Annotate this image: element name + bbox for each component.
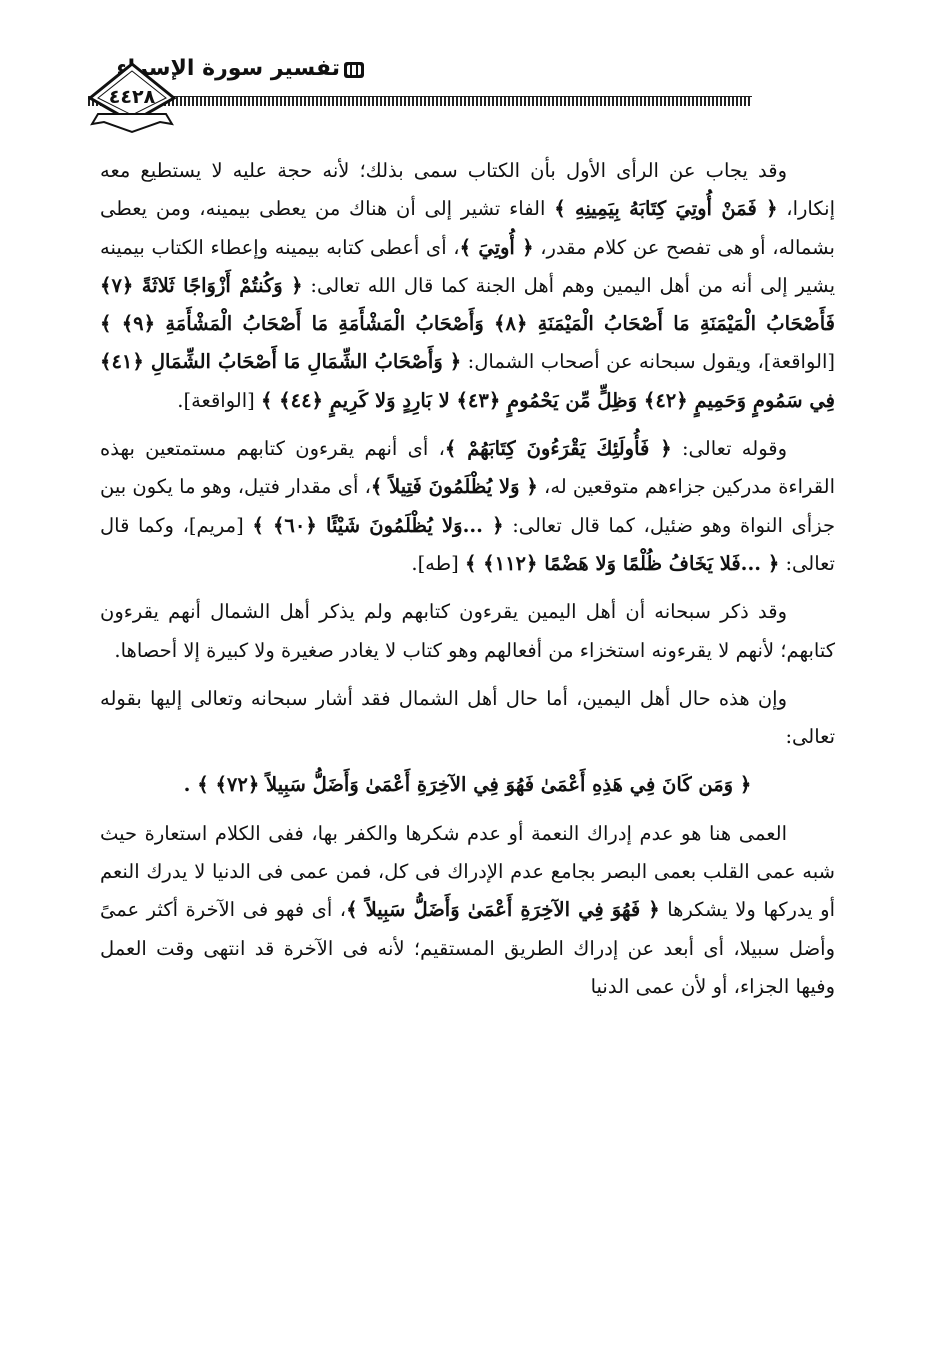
paragraph bbox=[100, 815, 835, 1006]
quran-quote: ﴿ وَمَن كَانَ فِي هَذِهِ أَعْمَىٰ فَهُوَ فِي الآخِرَةِ أَعْمَىٰ وَأَضَلُّ سَبِيلاً ﴿٧٢﴾ ﴾ . bbox=[183, 773, 752, 797]
quran-verse bbox=[100, 766, 835, 804]
text-segment: وقد يجاب عن الرأى الأول بأن الكتاب سمى بذلك؛ لأنه حجة عليه لا يستطيع معه إنكارا، bbox=[100, 159, 835, 221]
paragraph bbox=[100, 593, 835, 670]
text-segment: ، أى أنهم يقرءون كتابهم مستمتعين بهذه القراءة مدركين جزاءهم متوقعين له، bbox=[100, 437, 835, 499]
text-segment: ، أى فهو فى الآخرة أكثر عمىً وأضل سبيلا، أى أبعد عن إدراك الطريق المستقيم؛ لأنه فى الآخرة قد انتهى وقت العمل وفيها الجزاء، أو لأن عمى الدنيا bbox=[100, 898, 835, 998]
text-segment: [الواقعة]. bbox=[177, 388, 261, 412]
quran-quote: ﴿ ...فَلا يَخَافُ ظُلْمًا وَلا هَضْمًا ﴿١١٢﴾ ﴾ bbox=[464, 551, 780, 575]
quran-quote: ﴿ وَكُنتُمْ أَزْوَاجًا ثَلاثَةً ﴿٧﴾ فَأَصْحَابُ الْمَيْمَنَةِ مَا أَصْحَابُ الْمَيْمَنَةِ ﴿٨﴾ وَأَصْحَابُ الْمَشْأَمَةِ مَا أَصْحَابُ الْمَشْأَمَةِ ﴿٩﴾ ﴾ bbox=[100, 273, 835, 336]
text-segment: العمى هنا هو عدم إدراك النعمة أو عدم شكرها والكفر بها، ففى الكلام استعارة حيث شبه عمى القلب بعمى البصر بجامع عدم الإدراك فى كل، فمن عمى فى الدنيا لا يدرك النعم أو يدركها ولا يشكرها bbox=[100, 821, 835, 922]
ornament-icon bbox=[342, 58, 366, 82]
text-segment: وقد ذكر سبحانه أن أهل اليمين يقرءون كتابهم ولم يذكر أهل الشمال أنهم يقرءون كتابهم؛ لأنهم لا يقرءونه استخزاء من أفعالهم وهو كتاب لا يغادر صغيرة ولا كبيرة إلا أحصاها. bbox=[100, 600, 835, 662]
paragraph bbox=[100, 680, 835, 757]
text-segment: الفاء تشير إلى أن هناك من يعطى بيمينه، ومن يعطى بشماله، أو هى تفصح عن كلام مقدر، bbox=[100, 197, 835, 259]
header-rule bbox=[88, 96, 752, 106]
page-header bbox=[0, 0, 930, 140]
quran-quote: ﴿ وَلا يُظْلَمُونَ فَتِيلاً ﴾ bbox=[370, 475, 538, 499]
text-segment: [مريم]، وكما قال تعالى: bbox=[100, 513, 835, 575]
paragraph bbox=[100, 430, 835, 583]
page-body bbox=[100, 152, 835, 1016]
paragraph bbox=[100, 152, 835, 420]
text-segment: وقوله تعالى: bbox=[671, 437, 788, 461]
text-segment: [طه]. bbox=[411, 551, 465, 575]
quran-quote: ﴿ فَهُوَ فِي الآخِرَةِ أَعْمَىٰ وَأَضَلُّ سَبِيلاً ﴾ bbox=[346, 898, 660, 922]
running-title: تفسير سورة الإسراء bbox=[116, 56, 340, 81]
text-segment: [الواقعة]، ويقول سبحانه عن أصحاب الشمال: bbox=[461, 350, 835, 374]
quran-quote: ﴿ ...وَلا يُظْلَمُونَ شَيْئًا ﴿٦٠﴾ ﴾ bbox=[252, 513, 504, 537]
quran-quote: ﴿ فَمَنْ أُوتِيَ كِتَابَهُ بِيَمِينِهِ ﴾ bbox=[554, 197, 778, 221]
text-segment: وإن هذه حال أهل اليمين، أما حال أهل الشمال فقد أشار سبحانه وتعالى إليها بقوله تعالى: bbox=[100, 686, 835, 749]
page-number: ٤٤٢٨ bbox=[108, 86, 156, 108]
quran-quote: ﴿ فَأُولَئِكَ يَقْرَءُونَ كِتَابَهُمْ ﴾ bbox=[444, 437, 672, 461]
text-segment: ، أى أعطى كتابه بيمينه وإعطاء الكتاب بيمينه يشير إلى أنه من أهل اليمين وهم أهل الجنة كما قال الله تعالى: bbox=[100, 235, 835, 297]
quran-quote: ﴿ وَأَصْحَابُ الشِّمَالِ مَا أَصْحَابُ الشِّمَالِ ﴿٤١﴾ فِي سَمُومٍ وَحَمِيمٍ ﴿٤٢﴾ وَظِلٍّ مِّن يَحْمُومٍ ﴿٤٣﴾ لا بَارِدٍ وَلا كَرِيمٍ ﴿٤٤﴾ ﴾ bbox=[100, 350, 835, 412]
quran-quote: ﴿ أُوتِيَ ﴾ bbox=[459, 235, 534, 259]
text-segment: ، أى مقدار فتيل، وهو ما يكون بين جزأى النواة وهو ضئيل، كما قال تعالى: bbox=[100, 475, 836, 537]
